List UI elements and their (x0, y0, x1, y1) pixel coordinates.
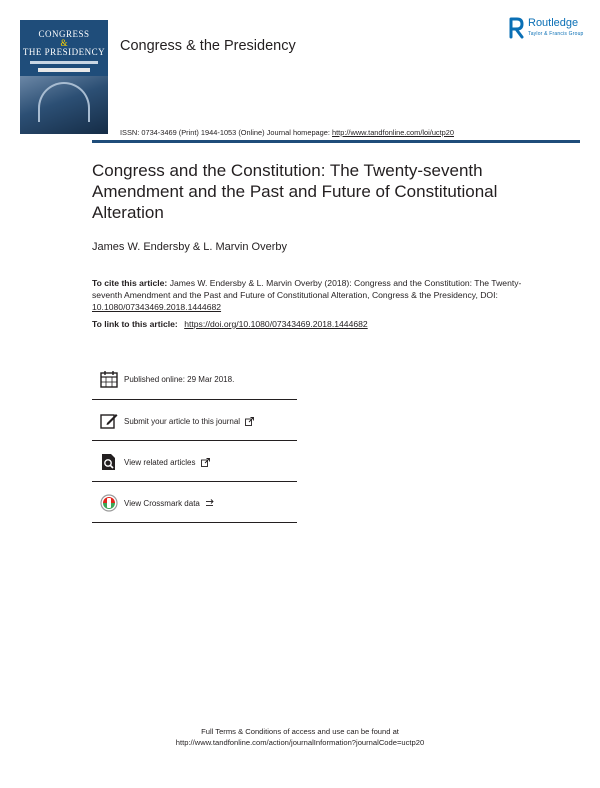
cover-band (38, 68, 90, 72)
submit-article-row[interactable] (92, 399, 297, 441)
cover-ampersand: & (60, 38, 68, 48)
journal-homepage-link[interactable]: http://www.tandfonline.com/loi/uctp20 (332, 128, 455, 137)
publisher-name: Routledge (528, 17, 579, 29)
journal-name: Congress & the Presidency (120, 38, 296, 54)
publisher-tagline: Taylor & Francis Group (528, 31, 584, 37)
header-rule (92, 140, 580, 143)
journal-cover-image (20, 20, 108, 134)
issn-text: ISSN: 0734-3469 (Print) 1944-1053 (Online) Journal homepage: (120, 128, 330, 137)
crossmark-icon (100, 494, 118, 512)
citation-text: James W. Endersby & L. Marvin Overby (2018): Congress and the Constitution: The Twenty-seventh Amendment and the Past and Future of Constitutional Alteration, Congress & the Presidency, DOI: (92, 278, 522, 300)
related-articles-link[interactable]: View related articles (124, 458, 196, 467)
external-link-icon (201, 458, 210, 467)
article-authors: James W. Endersby & L. Marvin Overby (92, 241, 288, 253)
footer (0, 726, 600, 748)
cover-title-line1: CONGRESS (38, 29, 90, 39)
citation-label: To cite this article: (92, 278, 168, 288)
edit-icon (100, 412, 118, 430)
article-link-label: To link to this article: (92, 319, 178, 329)
cover-subtitle-bar (30, 61, 98, 64)
footer-terms-text: Full Terms & Conditions of access and use can be found at (201, 727, 399, 736)
citation-block (92, 277, 532, 313)
published-date: Published online: 29 Mar 2018. (124, 375, 235, 384)
document-search-icon (100, 453, 118, 471)
article-doi-url-link[interactable]: https://doi.org/10.1080/07343469.2018.1444682 (184, 319, 368, 329)
related-articles-row[interactable] (92, 440, 297, 482)
calendar-icon (100, 370, 118, 388)
routledge-logo-icon (508, 17, 524, 39)
citation-doi-link[interactable]: 10.1080/07343469.2018.1444682 (92, 302, 222, 312)
cover-title-line2: THE PRESIDENCY (22, 47, 106, 57)
divider (92, 522, 297, 523)
issn-line (120, 128, 454, 137)
article-title: Congress and the Constitution: The Twenty-seventh Amendment and the Past and Future of Constitutional Alteration (92, 161, 498, 222)
crossmark-link[interactable]: View Crossmark data (124, 499, 200, 508)
crossmark-data-icon (205, 499, 214, 508)
crossmark-row[interactable] (92, 481, 297, 523)
published-row (92, 357, 297, 399)
footer-terms-link[interactable]: http://www.tandfonline.com/action/journalInformation?journalCode=uctp20 (175, 738, 425, 747)
external-link-icon (245, 417, 254, 426)
submit-article-link[interactable]: Submit your article to this journal (124, 417, 241, 426)
article-link-line (92, 319, 368, 329)
